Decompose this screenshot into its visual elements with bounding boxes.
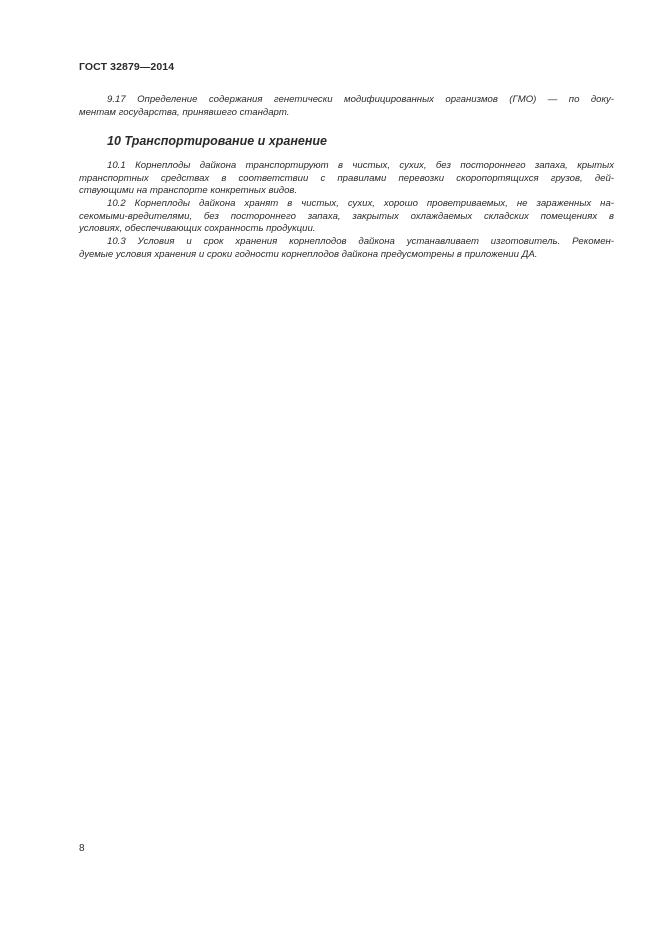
page-number: 8 xyxy=(79,843,85,854)
clause-10-3-line-1: 10.3 Условия и срок хранения корнеплодов дайкона устанавливает изготовитель. Рекомен- xyxy=(107,236,614,247)
standard-header: ГОСТ 32879—2014 xyxy=(79,61,175,73)
clause-10-3-line-2: дуемые условия хранения и сроки годности корнеплодов дайкона предусмотрены в приложении ДА. xyxy=(79,248,538,260)
clause-10-2-line-3: условиях, обеспечивающих сохранность продукции. xyxy=(79,223,316,235)
section-10-title: 10 Транспортирование и хранение xyxy=(107,134,327,148)
clause-10-2-line-1: 10.2 Корнеплоды дайкона хранят в чистых, сухих, хорошо проветриваемых, не зараженных на- xyxy=(107,198,614,209)
clause-10-3 xyxy=(79,236,614,261)
clause-9-17 xyxy=(79,94,614,119)
clause-9-17-line-1: 9.17 Определение содержания генетически модифицированных организмов (ГМО) — по доку- xyxy=(107,94,614,105)
clause-10-1-line-2: транспортных средствах в соответствии с правилами перевозки скоропортящихся грузов, дей- xyxy=(79,172,614,184)
clause-10-2 xyxy=(79,198,614,236)
clause-10-1-line-3: ствующими на транспорте конкретных видов. xyxy=(79,185,298,197)
clause-10-1-line-1: 10.1 Корнеплоды дайкона транспортируют в чистых, сухих, без постороннего запаха, крытых xyxy=(107,160,614,171)
clause-9-17-line-2: ментам государства, принявшего стандарт. xyxy=(79,106,290,118)
clause-10-1 xyxy=(79,160,614,198)
clause-10-2-line-2: секомыми-вредителями, без постороннего запаха, закрытых охлаждаемых складских помещениях в xyxy=(79,210,614,222)
